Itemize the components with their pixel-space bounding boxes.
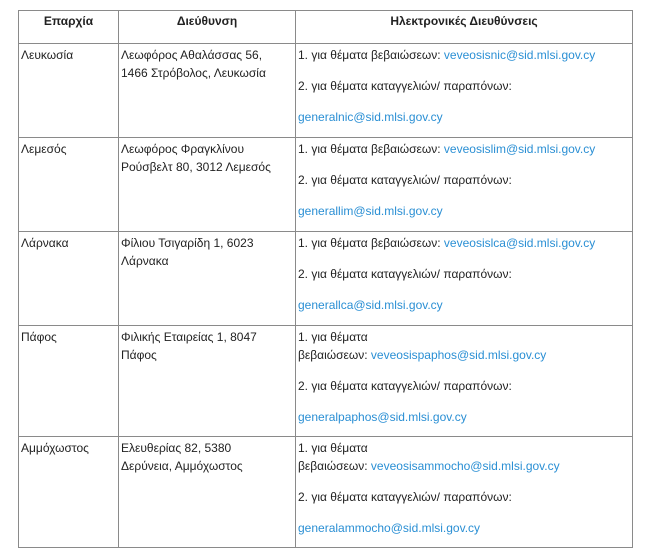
cert-line <box>298 46 628 64</box>
emails-cell <box>296 44 633 138</box>
header-region: Επαρχία <box>19 11 119 44</box>
complaint-line <box>298 202 628 220</box>
complaint-label: 2. για θέματα καταγγελιών/ παραπόνων: <box>298 490 512 504</box>
region-cell: Λάρνακα <box>19 232 119 326</box>
cert-label: βεβαιώσεων: <box>298 348 371 362</box>
complaint-label: 2. για θέματα καταγγελιών/ παραπόνων: <box>298 379 512 393</box>
cert-label: 1. για θέματα βεβαιώσεων: <box>298 142 444 156</box>
complaint-line <box>298 519 628 537</box>
complaint-email-link[interactable]: generalammocho@sid.mlsi.gov.cy <box>298 521 481 535</box>
address-line: Φιλικής Εταιρείας 1, 8047 <box>121 330 257 344</box>
table-row <box>19 138 633 232</box>
cert-line <box>298 346 628 364</box>
district-offices-table <box>18 10 633 548</box>
complaint-line <box>298 108 628 126</box>
region-cell: Λεμεσός <box>19 138 119 232</box>
region-cell: Αμμόχωστος <box>19 437 119 548</box>
complaint-line <box>298 408 628 426</box>
complaint-label: 2. για θέματα καταγγελιών/ παραπόνων: <box>298 173 512 187</box>
cert-email-link[interactable]: veveosisnic@sid.mlsi.gov.cy <box>443 48 596 62</box>
cert-email-link[interactable]: veveosisammocho@sid.mlsi.gov.cy <box>370 459 560 473</box>
table-row <box>19 437 633 548</box>
header-emails: Ηλεκτρονικές Διευθύνσεις <box>296 11 633 44</box>
address-line: Ελευθερίας 82, 5380 <box>121 441 232 455</box>
address-line: Λεωφόρος Αθαλάσσας 56, <box>121 48 263 62</box>
address-cell <box>119 44 296 138</box>
address-cell <box>119 437 296 548</box>
address-line: 1466 Στρόβολος, Λευκωσία <box>121 66 266 80</box>
address-cell <box>119 326 296 437</box>
complaint-label: 2. για θέματα καταγγελιών/ παραπόνων: <box>298 79 512 93</box>
emails-cell <box>296 138 633 232</box>
emails-cell <box>296 326 633 437</box>
complaint-label: 2. για θέματα καταγγελιών/ παραπόνων: <box>298 267 512 281</box>
address-line: Λεωφόρος Φραγκλίνου <box>121 142 245 156</box>
region-cell: Λευκωσία <box>19 44 119 138</box>
cert-label: βεβαιώσεων: <box>298 459 371 473</box>
address-line: Φίλιου Τσιγαρίδη 1, 6023 <box>121 236 254 250</box>
cert-line <box>298 140 628 158</box>
table-row <box>19 232 633 326</box>
address-cell <box>119 232 296 326</box>
cert-line <box>298 457 628 475</box>
complaint-line <box>298 296 628 314</box>
address-line: Πάφος <box>121 348 157 362</box>
table-header-row <box>19 11 633 44</box>
address-line: Λάρνακα <box>121 254 169 268</box>
cert-label-line: 1. για θέματα <box>298 330 368 344</box>
address-line: Ρούσβελτ 80, 3012 Λεμεσός <box>121 160 271 174</box>
cert-email-link[interactable]: veveosislim@sid.mlsi.gov.cy <box>443 142 596 156</box>
cert-email-link[interactable]: veveosispaphos@sid.mlsi.gov.cy <box>370 348 547 362</box>
cert-email-link[interactable]: veveosislca@sid.mlsi.gov.cy <box>443 236 596 250</box>
cert-line <box>298 234 628 252</box>
complaint-email-link[interactable]: generalnic@sid.mlsi.gov.cy <box>298 110 443 124</box>
region-cell: Πάφος <box>19 326 119 437</box>
cert-label: 1. για θέματα βεβαιώσεων: <box>298 48 444 62</box>
address-cell <box>119 138 296 232</box>
complaint-email-link[interactable]: generallca@sid.mlsi.gov.cy <box>298 298 443 312</box>
table-row <box>19 326 633 437</box>
cert-label: 1. για θέματα βεβαιώσεων: <box>298 236 444 250</box>
emails-cell <box>296 232 633 326</box>
cert-label-line: 1. για θέματα <box>298 441 368 455</box>
complaint-email-link[interactable]: generalpaphos@sid.mlsi.gov.cy <box>298 410 467 424</box>
address-line: Δερύνεια, Αμμόχωστος <box>121 459 243 473</box>
complaint-email-link[interactable]: generallim@sid.mlsi.gov.cy <box>298 204 443 218</box>
header-address: Διεύθυνση <box>119 11 296 44</box>
table-row <box>19 44 633 138</box>
emails-cell <box>296 437 633 548</box>
